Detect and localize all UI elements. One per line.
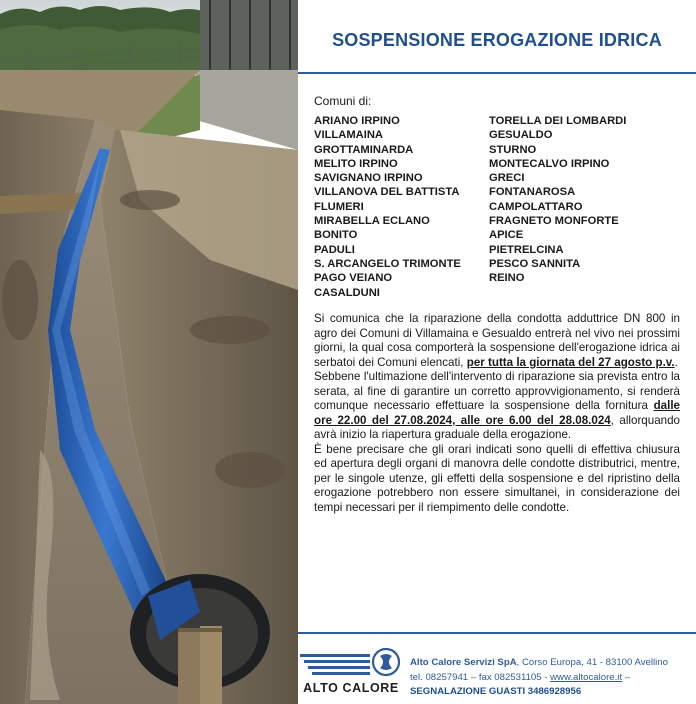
town-item: TORELLA DEI LOMBARDI [489,115,627,127]
paragraph-2-end: , allorquando avrà inizio la riapertura graduale della erogazione. [314,413,680,441]
town-item: STURNO [489,143,537,156]
footer-divider [298,632,696,634]
town-item: BONITO [314,229,358,242]
paragraph-2-text: Sebbene l'ultimazione dell'intervento di riparazione sia prevista entro la serata, al fine di garantire un corretto approvvigionamento, si renderà comunque necessario effettuare la sospensione della fornitura [314,370,680,412]
paragraph-3: È bene precisare che gli orari indicati sono quelli di effettiva chiusura ed apertura degli organi di manovra delle condotte distributrici, mentre, per le singole utenze, gli effetti della sospensione e del ripristino della erogazione potrebbero non essere simultanei, in considerazione dei tempi necessari per il riempimento delle condotte. [314,442,680,514]
town-item: VILLAMAINA [314,129,383,142]
pipe-repair-photo [0,0,298,704]
town-item: S. ARCANGELO TRIMONTE [314,257,461,270]
paragraph-1-emphasis: per tutta la giornata del 27 agosto p.v. [466,355,675,369]
notice-body [314,312,680,515]
company-address: , Corso Europa, 41 - 83100 Avellino [516,657,668,668]
town-item: PESCO SANNITA [489,257,581,270]
town-item: FLUMERI [314,200,364,213]
notice-panel [298,0,696,704]
logo-wordmark: ALTO CALORE [303,681,399,695]
town-item: ARIANO IRPINO [314,115,400,127]
town-item: FRAGNETO MONFORTE [489,215,619,228]
town-item: REINO [489,272,525,285]
town-item: CAMPOLATTARO [489,200,583,213]
website-link[interactable]: www.altocalore.it [550,671,623,683]
comuni-label: Comuni di: [314,94,372,108]
paragraph-1-text: Si comunica che la riparazione della condotta adduttrice DN 800 in agro dei Comuni di Villamaina e Gesualdo entrerà nel vivo nei prossimi giorni, la qual cosa comporterà la sospensione dell'erogazione idrica ai serbatoi dei Comuni elencati, [314,312,680,369]
town-item: APICE [489,229,524,242]
town-item: SAVIGNANO IRPINO [314,172,423,185]
paragraph-1-end: . [674,355,678,369]
alto-calore-logo [300,648,402,696]
contact-line-2 [410,671,668,686]
company-name: Alto Calore Servizi SpA [410,657,517,668]
contact-info [410,656,668,700]
paragraph-2-emphasis: dalle ore 22.00 del 27.08.2024, alle ore 6.00 del 28.08.024 [314,399,680,427]
paragraph-1 [314,312,680,370]
town-item: CASALDUNI [314,286,380,299]
contact-line-1 [410,656,668,671]
town-item: VILLANOVA DEL BATTISTA [314,186,460,199]
town-item: PIETRELCINA [489,243,564,256]
town-item: PADULI [314,243,355,256]
towns-list-right [489,114,626,286]
title-bar [298,0,696,74]
notice-title: SOSPENSIONE EROGAZIONE IDRICA [332,30,662,50]
town-item: MELITO IRPINO [314,157,398,170]
phone-fax: tel. 08257941 – fax 082531105 - [410,671,551,683]
town-item: MONTECALVO IRPINO [489,157,610,170]
towns-list-left [314,114,461,300]
paragraph-2 [314,370,680,443]
town-item: GRECI [489,172,525,185]
town-item: GROTTAMINARDA [314,143,414,156]
website-suffix: – [622,671,631,683]
town-item: PAGO VEIANO [314,272,393,285]
alto-calore-logo-icon [300,648,402,680]
town-item: GESUALDO [489,129,553,142]
town-item: MIRABELLA ECLANO [314,215,430,228]
town-item: FONTANAROSA [489,186,576,199]
fault-report-line: SEGNALAZIONE GUASTI 3486928956 [410,686,582,697]
